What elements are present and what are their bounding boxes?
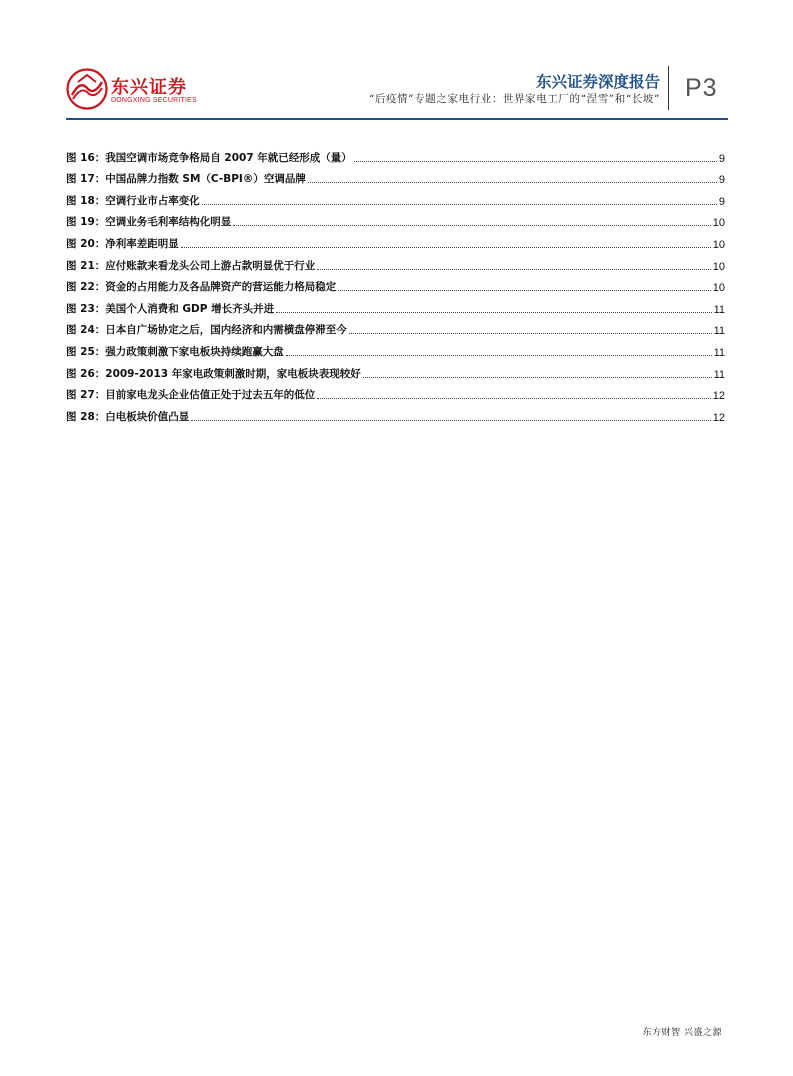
toc-entry-page: 9	[718, 174, 725, 187]
toc-entry[interactable]	[66, 143, 725, 165]
toc-entry[interactable]	[66, 229, 725, 251]
toc-entry-page: 11	[713, 368, 725, 381]
toc-entry-page: 10	[712, 217, 725, 230]
toc-entry-label: 图 22：资金的占用能力及各品牌资产的营运能力格局稳定	[66, 281, 337, 294]
toc-entry[interactable]	[66, 381, 725, 403]
toc-leader-dots	[317, 269, 710, 270]
toc-entry-label: 图 23：美国个人消费和 GDP 增长齐头并进	[66, 302, 275, 315]
toc-entry-page: 9	[718, 195, 725, 208]
toc-leader-dots	[317, 398, 710, 399]
toc-leader-dots	[202, 204, 717, 205]
toc-leader-dots	[181, 247, 711, 248]
toc-entry-page: 9	[718, 152, 725, 165]
toc-entry[interactable]	[66, 294, 725, 316]
toc-entry-label: 图 21：应付账款来看龙头公司上游占款明显优于行业	[66, 259, 316, 272]
page-header	[0, 0, 793, 130]
figure-index	[66, 143, 725, 424]
header-divider	[668, 66, 669, 110]
toc-leader-dots	[286, 355, 712, 356]
header-rule	[66, 118, 728, 120]
toc-leader-dots	[191, 420, 710, 421]
toc-entry[interactable]	[66, 208, 725, 230]
toc-entry-label: 图 25：强力政策刺激下家电板块持续跑赢大盘	[66, 345, 284, 358]
toc-entry-page: 12	[712, 411, 725, 424]
report-subtitle: “后疫情”专题之家电行业：世界家电工厂的“涅雪”和“长坡”	[368, 93, 660, 105]
toc-entry-page: 10	[712, 238, 725, 251]
toc-entry-label: 图 26：2009-2013 年家电政策刺激时期，家电板块表现较好	[66, 367, 361, 380]
toc-entry-label: 图 16：我国空调市场竞争格局自 2007 年就已经形成（量）	[66, 151, 352, 164]
toc-entry[interactable]	[66, 402, 725, 424]
page-number: P3	[685, 74, 718, 102]
toc-entry[interactable]	[66, 165, 725, 187]
toc-entry-label: 图 19：空调业务毛利率结构化明显	[66, 216, 232, 229]
dongxing-logo-icon	[66, 68, 108, 110]
toc-leader-dots	[349, 333, 712, 334]
toc-entry-page: 10	[712, 282, 725, 295]
toc-entry-label: 图 28：白电板块价值凸显	[66, 410, 190, 423]
report-type-title: 东兴证券深度报告	[535, 73, 660, 91]
toc-leader-dots	[233, 225, 710, 226]
toc-entry-label: 图 24：日本自广场协定之后，国内经济和内需横盘停滞至今	[66, 324, 347, 337]
toc-entry-page: 11	[713, 346, 725, 359]
toc-entry[interactable]	[66, 273, 725, 295]
toc-leader-dots	[308, 182, 717, 183]
toc-entry[interactable]	[66, 186, 725, 208]
logo-english-name: DONGXING SECURITIES	[111, 97, 197, 104]
toc-leader-dots	[276, 312, 711, 313]
toc-entry-page: 11	[713, 325, 725, 338]
toc-entry-page: 12	[712, 390, 725, 403]
toc-leader-dots	[338, 290, 710, 291]
toc-leader-dots	[354, 161, 717, 162]
footer-slogan: 东方财智 兴盛之源	[642, 1028, 722, 1038]
toc-entry-label: 图 17：中国品牌力指数 SM（C-BPI®）空调品牌	[66, 173, 306, 186]
toc-entry-label: 图 27：目前家电龙头企业估值正处于过去五年的低位	[66, 389, 316, 402]
toc-entry-page: 11	[713, 303, 725, 316]
toc-entry-label: 图 20：净利率差距明显	[66, 237, 179, 250]
toc-leader-dots	[363, 377, 712, 378]
logo-chinese-name: 东兴证券	[111, 77, 187, 98]
toc-entry-label: 图 18：空调行业市占率变化	[66, 194, 200, 207]
toc-entry[interactable]	[66, 337, 725, 359]
toc-entry-page: 10	[712, 260, 725, 273]
toc-entry[interactable]	[66, 251, 725, 273]
toc-entry[interactable]	[66, 359, 725, 381]
toc-entry[interactable]	[66, 316, 725, 338]
